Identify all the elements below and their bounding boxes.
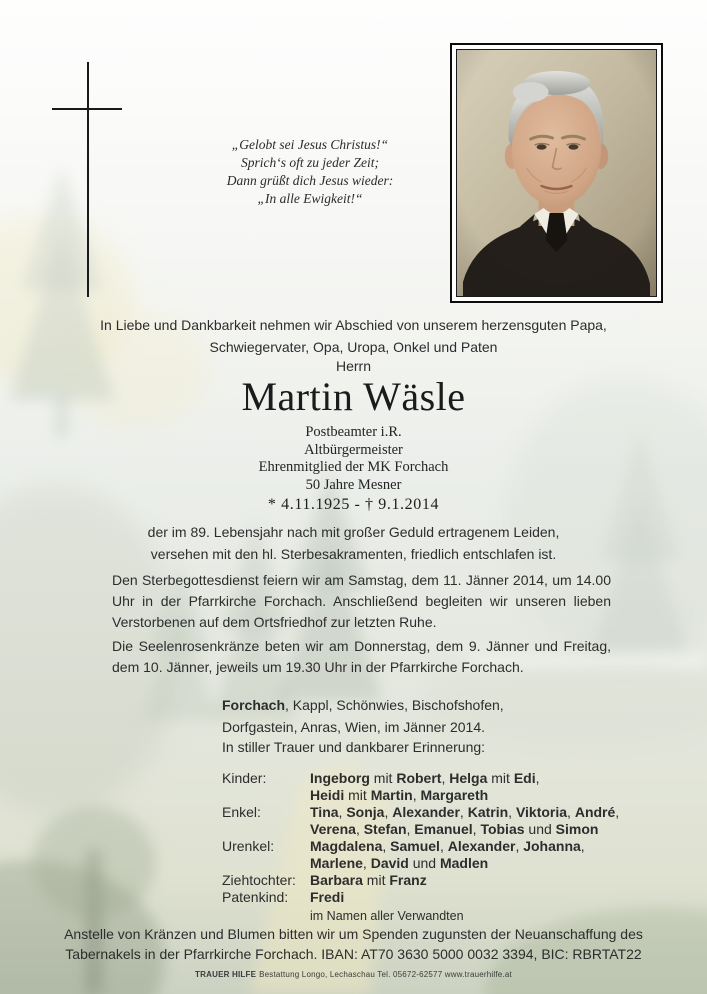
family-names-line: Magdalena, Samuel, Alexander, Johanna, — [310, 838, 585, 854]
deceased-title-line: 50 Jahre Mesner — [305, 476, 402, 493]
portrait-photo — [456, 49, 657, 297]
quote-line: Dann grüßt dich Jesus wieder: — [226, 173, 394, 188]
family-list — [222, 770, 652, 925]
service-info: Den Sterbegottesdienst feiern wir am Samstag, dem 11. Jänner 2014, um 14.00 Uhr in der Pfarrkirche Forchach. Anschließend begleiten wir unseren lieben Verstorbenen auf dem Ortsfriedhof zur letzten Ruhe. — [112, 572, 611, 630]
deceased-titles — [30, 424, 677, 494]
deceased-name: Martin Wäsle — [241, 374, 466, 419]
family-names — [310, 804, 652, 838]
family-label: Ziehtochter: — [222, 872, 296, 888]
family-row — [222, 770, 652, 804]
family-names — [310, 889, 652, 906]
places-line: Forchach, Kappl, Schönwies, Bischofshofen, — [222, 697, 504, 713]
family-names-line: Barbara mit Franz — [310, 872, 427, 888]
passing-line: der im 89. Lebensjahr nach mit großer Geduld ertragenem Leiden, — [147, 524, 560, 540]
family-label: Patenkind: — [222, 889, 289, 905]
funeral-home-brand: TRAUER HILFE — [195, 970, 257, 979]
family-names-line: Tina, Sonja, Alexander, Katrin, Viktoria, André, — [310, 804, 620, 820]
places-line: Dorfgastein, Anras, Wien, im Jänner 2014. — [222, 719, 486, 735]
life-dates: * 4.11.1925 - † 9.1.2014 — [267, 496, 440, 513]
family-names-line: Fredi — [310, 889, 345, 905]
passing-line: versehen mit den hl. Sterbesakramenten, friedlich entschlafen ist. — [150, 546, 557, 562]
quote-line: „In alle Ewigkeit!“ — [257, 191, 363, 206]
family-label: Urenkel: — [222, 838, 275, 854]
family-row — [222, 889, 652, 906]
intro-line: Schwiegervater, Opa, Uropa, Onkel und Paten — [209, 339, 498, 355]
funeral-home-info: Bestattung Longo, Lechaschau Tel. 05672-62577 www.trauerhilfe.at — [259, 970, 512, 979]
donation-line: Tabernakels in der Pfarrkirche Forchach. IBAN: AT70 3630 5000 0032 3394, BIC: RBRTAT22 — [65, 946, 642, 962]
donation-note — [30, 924, 677, 964]
mourning-intro: In stiller Trauer und dankbarer Erinnerung: — [222, 739, 486, 755]
quote-line: „Gelobt sei Jesus Christus!“ — [231, 137, 389, 152]
portrait-photo-frame — [450, 43, 663, 303]
family-names-line: Heidi mit Martin, Margareth — [310, 787, 489, 803]
rosary-info: Die Seelenrosenkränze beten wir am Donnerstag, dem 9. Jänner und Freitag, dem 10. Jänner, jeweils um 19.30 Uhr in der Pfarrkirche Forchach. — [112, 638, 611, 675]
family-names-line: Verena, Stefan, Emanuel, Tobias und Simon — [310, 821, 599, 837]
family-names — [310, 872, 652, 889]
intro-line: In Liebe und Dankbarkeit nehmen wir Abschied von unserem herzensguten Papa, — [100, 317, 607, 333]
family-names — [310, 838, 652, 872]
quote-line: Sprich‘s oft zu jeder Zeit; — [241, 155, 379, 170]
places-date — [222, 694, 504, 738]
in-name-of-all: im Namen aller Verwandten — [310, 909, 464, 923]
family-row — [222, 838, 652, 872]
family-names — [310, 770, 652, 804]
salutation: Herrn — [335, 358, 371, 374]
cross-horizontal-bar — [52, 108, 122, 110]
deceased-title-line: Ehrenmitglied der MK Forchach — [258, 459, 449, 475]
funeral-home-footer — [30, 970, 677, 979]
intro-text — [30, 314, 677, 358]
deceased-title-line: Altbürgermeister — [304, 441, 403, 458]
deceased-title-line: Postbeamter i.R. — [305, 424, 402, 440]
family-label: Kinder: — [222, 770, 267, 786]
family-names-line: Ingeborg mit Robert, Helga mit Edi, — [310, 770, 540, 786]
family-names-line: Marlene, David und Madlen — [310, 855, 489, 871]
family-row — [222, 872, 652, 889]
family-row — [222, 804, 652, 838]
family-label: Enkel: — [222, 804, 261, 820]
donation-line: Anstelle von Kränzen und Blumen bitten wir um Spenden zugunsten der Neuanschaffung des — [64, 926, 643, 942]
passing-text — [30, 521, 677, 565]
